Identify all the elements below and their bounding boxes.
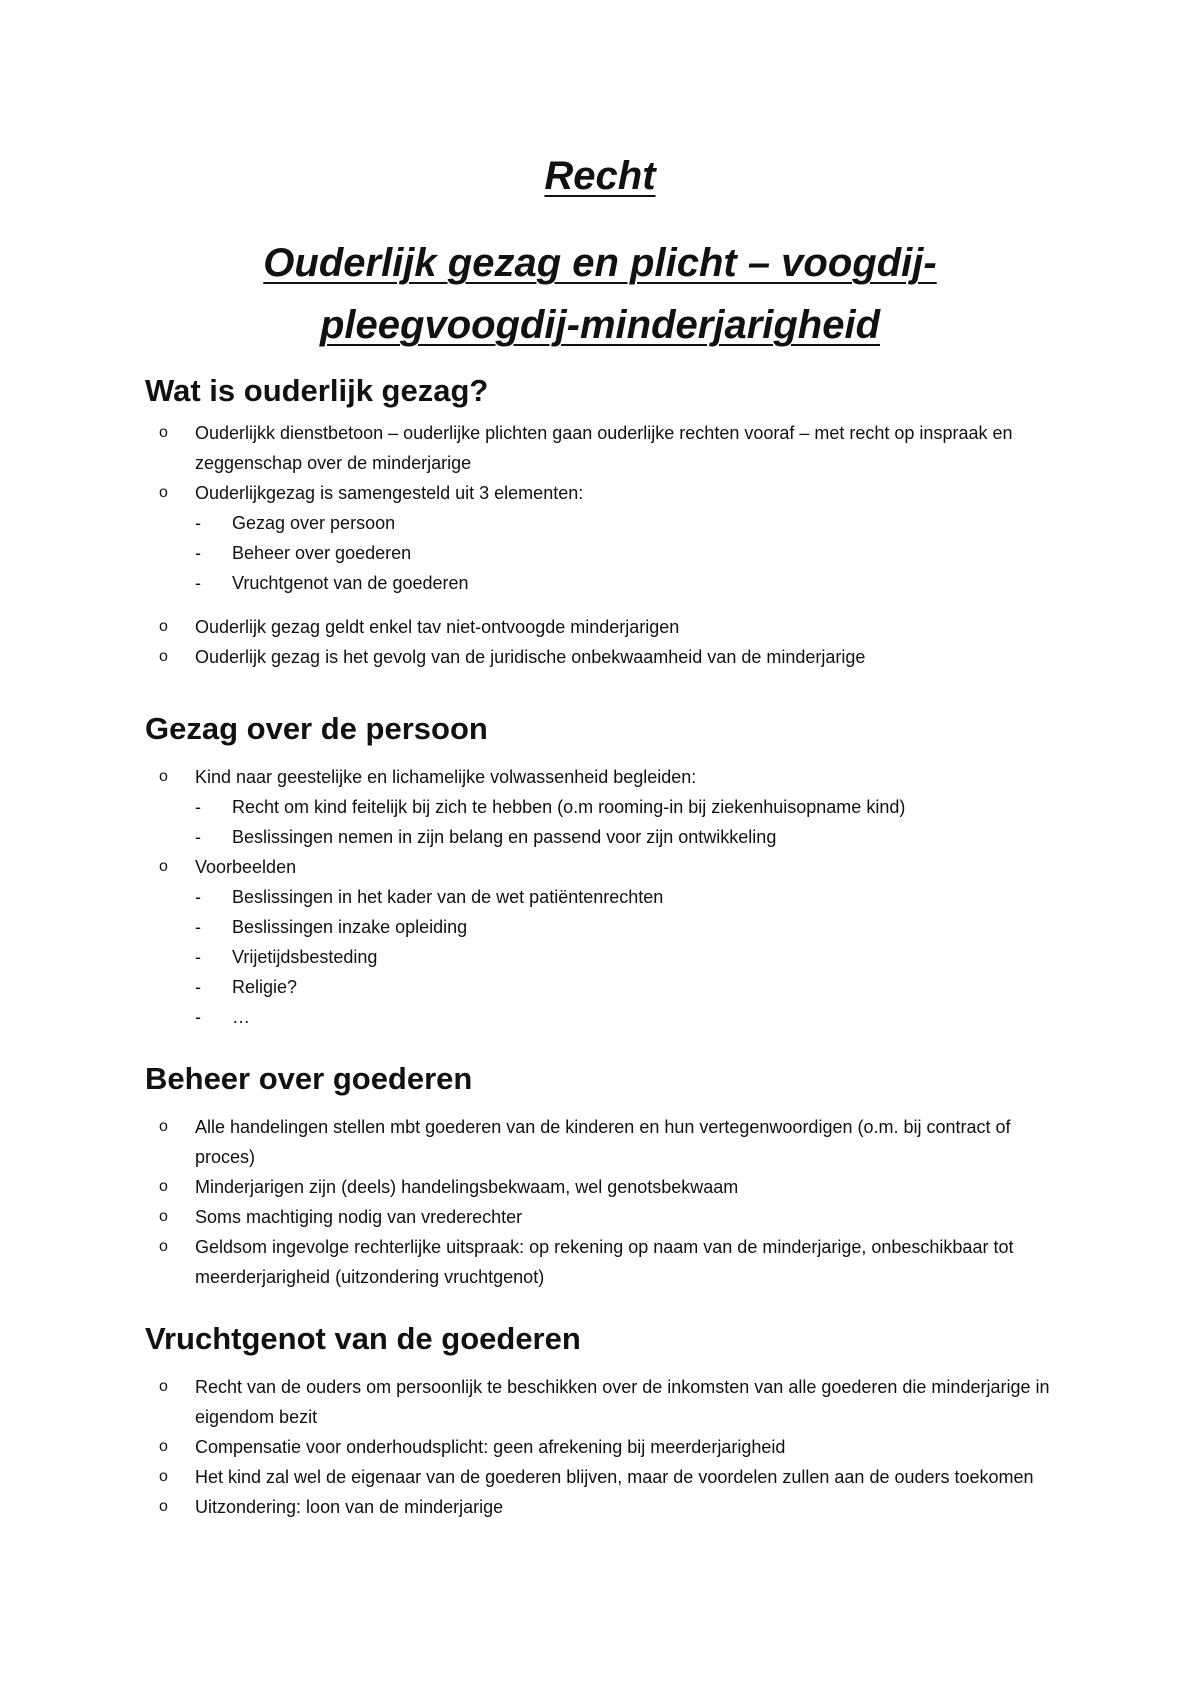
circle-bullet-icon: o bbox=[159, 768, 168, 785]
sub-list bbox=[195, 792, 1065, 852]
circle-bullet-icon: o bbox=[159, 858, 168, 875]
list-item-text: Voorbeelden bbox=[195, 857, 297, 877]
bullet-list bbox=[145, 1372, 1065, 1522]
circle-bullet-icon: o bbox=[159, 1178, 168, 1195]
sub-list-item-text: Beslissingen nemen in zijn belang en passend voor zijn ontwikkeling bbox=[232, 827, 777, 847]
circle-bullet-icon: o bbox=[159, 1208, 168, 1225]
document-title: Recht bbox=[544, 154, 656, 198]
list-item-text: Ouderlijk gezag geldt enkel tav niet-ontvoogde minderjarigen bbox=[195, 617, 680, 637]
bullet-list bbox=[145, 762, 1065, 1032]
circle-bullet-icon: o bbox=[159, 1238, 168, 1255]
sub-list-item-text: Beslissingen inzake opleiding bbox=[232, 917, 468, 937]
sub-list-item bbox=[195, 912, 1065, 942]
list-item bbox=[145, 762, 1065, 852]
list-item bbox=[145, 1462, 1065, 1492]
sub-list-item-text: Religie? bbox=[232, 977, 298, 997]
dash-bullet-icon: - bbox=[195, 1007, 201, 1027]
subtitle-line-1: Ouderlijk gezag en plicht – voogdij- bbox=[263, 241, 937, 285]
list-item bbox=[145, 418, 1065, 478]
sub-list bbox=[195, 508, 1065, 598]
sub-list-item bbox=[195, 1002, 1065, 1032]
list-item bbox=[145, 612, 1065, 642]
sub-list-item-text: Gezag over persoon bbox=[232, 513, 396, 533]
section-wat-is-ouderlijk-gezag bbox=[145, 370, 1065, 672]
list-item bbox=[145, 478, 1065, 612]
circle-bullet-icon: o bbox=[159, 484, 168, 501]
section-beheer-over-goederen bbox=[145, 1058, 1065, 1292]
list-item bbox=[145, 1172, 1065, 1202]
sub-list-item bbox=[195, 538, 1065, 568]
list-item bbox=[145, 1432, 1065, 1462]
list-item-text: Minderjarigen zijn (deels) handelingsbekwaam, wel genotsbekwaam bbox=[195, 1177, 739, 1197]
list-item-text: Recht van de ouders om persoonlijk te beschikken over de inkomsten van alle goederen die minderjarige in eigendom bezit bbox=[195, 1377, 1050, 1427]
circle-bullet-icon: o bbox=[159, 648, 168, 665]
section-vruchtgenot-van-de-goederen bbox=[145, 1318, 1065, 1522]
list-item-text: Ouderlijk gezag is het gevolg van de juridische onbekwaamheid van de minderjarige bbox=[195, 647, 866, 667]
dash-bullet-icon: - bbox=[195, 797, 201, 817]
sub-list-item bbox=[195, 568, 1065, 598]
circle-bullet-icon: o bbox=[159, 424, 168, 441]
list-item bbox=[145, 642, 1065, 672]
dash-bullet-icon: - bbox=[195, 917, 201, 937]
circle-bullet-icon: o bbox=[159, 1438, 168, 1455]
list-item-text: Compensatie voor onderhoudsplicht: geen afrekening bij meerderjarigheid bbox=[195, 1437, 786, 1457]
sub-list-item-text: Beheer over goederen bbox=[232, 543, 412, 563]
dash-bullet-icon: - bbox=[195, 513, 201, 533]
circle-bullet-icon: o bbox=[159, 618, 168, 635]
sub-list-item bbox=[195, 792, 1065, 822]
circle-bullet-icon: o bbox=[159, 1468, 168, 1485]
document-subtitle bbox=[0, 232, 1200, 356]
section-heading: Vruchtgenot van de goederen bbox=[145, 1321, 581, 1356]
sub-list-item bbox=[195, 822, 1065, 852]
sub-list-item bbox=[195, 942, 1065, 972]
list-item-text: Soms machtiging nodig van vrederechter bbox=[195, 1207, 523, 1227]
list-item-text: Kind naar geestelijke en lichamelijke volwassenheid begleiden: bbox=[195, 767, 697, 787]
list-item bbox=[145, 852, 1065, 1032]
list-item-text: Geldsom ingevolge rechterlijke uitspraak: op rekening op naam van de minderjarige, onbeschikbaar tot meerderjarigheid (uitzondering vruchtgenot) bbox=[195, 1237, 1014, 1287]
bullet-list bbox=[145, 418, 1065, 672]
sub-list-item bbox=[195, 508, 1065, 538]
list-item bbox=[145, 1112, 1065, 1172]
sub-list-item-text: Vrijetijdsbesteding bbox=[232, 947, 378, 967]
circle-bullet-icon: o bbox=[159, 1498, 168, 1515]
sub-list-item-text: … bbox=[232, 1007, 250, 1027]
list-item-text: Uitzondering: loon van de minderjarige bbox=[195, 1497, 504, 1517]
sub-list-item-text: Beslissingen in het kader van de wet patiëntenrechten bbox=[232, 887, 664, 907]
circle-bullet-icon: o bbox=[159, 1118, 168, 1135]
bullet-list bbox=[145, 1112, 1065, 1292]
dash-bullet-icon: - bbox=[195, 977, 201, 997]
list-item-text: Het kind zal wel de eigenaar van de goederen blijven, maar de voordelen zullen aan de ouders toekomen bbox=[195, 1467, 1034, 1487]
dash-bullet-icon: - bbox=[195, 543, 201, 563]
sub-list bbox=[195, 882, 1065, 1032]
sub-list-item bbox=[195, 882, 1065, 912]
section-heading: Beheer over goederen bbox=[145, 1061, 473, 1096]
section-heading: Wat is ouderlijk gezag? bbox=[145, 373, 489, 408]
dash-bullet-icon: - bbox=[195, 887, 201, 907]
list-item bbox=[145, 1372, 1065, 1432]
dash-bullet-icon: - bbox=[195, 827, 201, 847]
circle-bullet-icon: o bbox=[159, 1378, 168, 1395]
section-heading: Gezag over de persoon bbox=[145, 711, 488, 746]
section-gezag-over-de-persoon bbox=[145, 708, 1065, 1032]
dash-bullet-icon: - bbox=[195, 947, 201, 967]
list-item-text: Ouderlijkgezag is samengesteld uit 3 elementen: bbox=[195, 483, 584, 503]
sub-list-item-text: Vruchtgenot van de goederen bbox=[232, 573, 469, 593]
list-item bbox=[145, 1232, 1065, 1292]
dash-bullet-icon: - bbox=[195, 573, 201, 593]
list-item-text: Ouderlijkk dienstbetoon – ouderlijke plichten gaan ouderlijke rechten vooraf – met recht op inspraak en zeggenschap over de minderjarige bbox=[195, 423, 1013, 473]
subtitle-line-2: pleegvoogdij-minderjarigheid bbox=[319, 303, 881, 347]
list-item bbox=[145, 1492, 1065, 1522]
list-item-text: Alle handelingen stellen mbt goederen van de kinderen en hun vertegenwoordigen (o.m. bij contract of proces) bbox=[195, 1117, 1011, 1167]
list-item bbox=[145, 1202, 1065, 1232]
sub-list-item-text: Recht om kind feitelijk bij zich te hebben (o.m rooming-in bij ziekenhuisopname kind) bbox=[232, 797, 906, 817]
sub-list-item bbox=[195, 972, 1065, 1002]
